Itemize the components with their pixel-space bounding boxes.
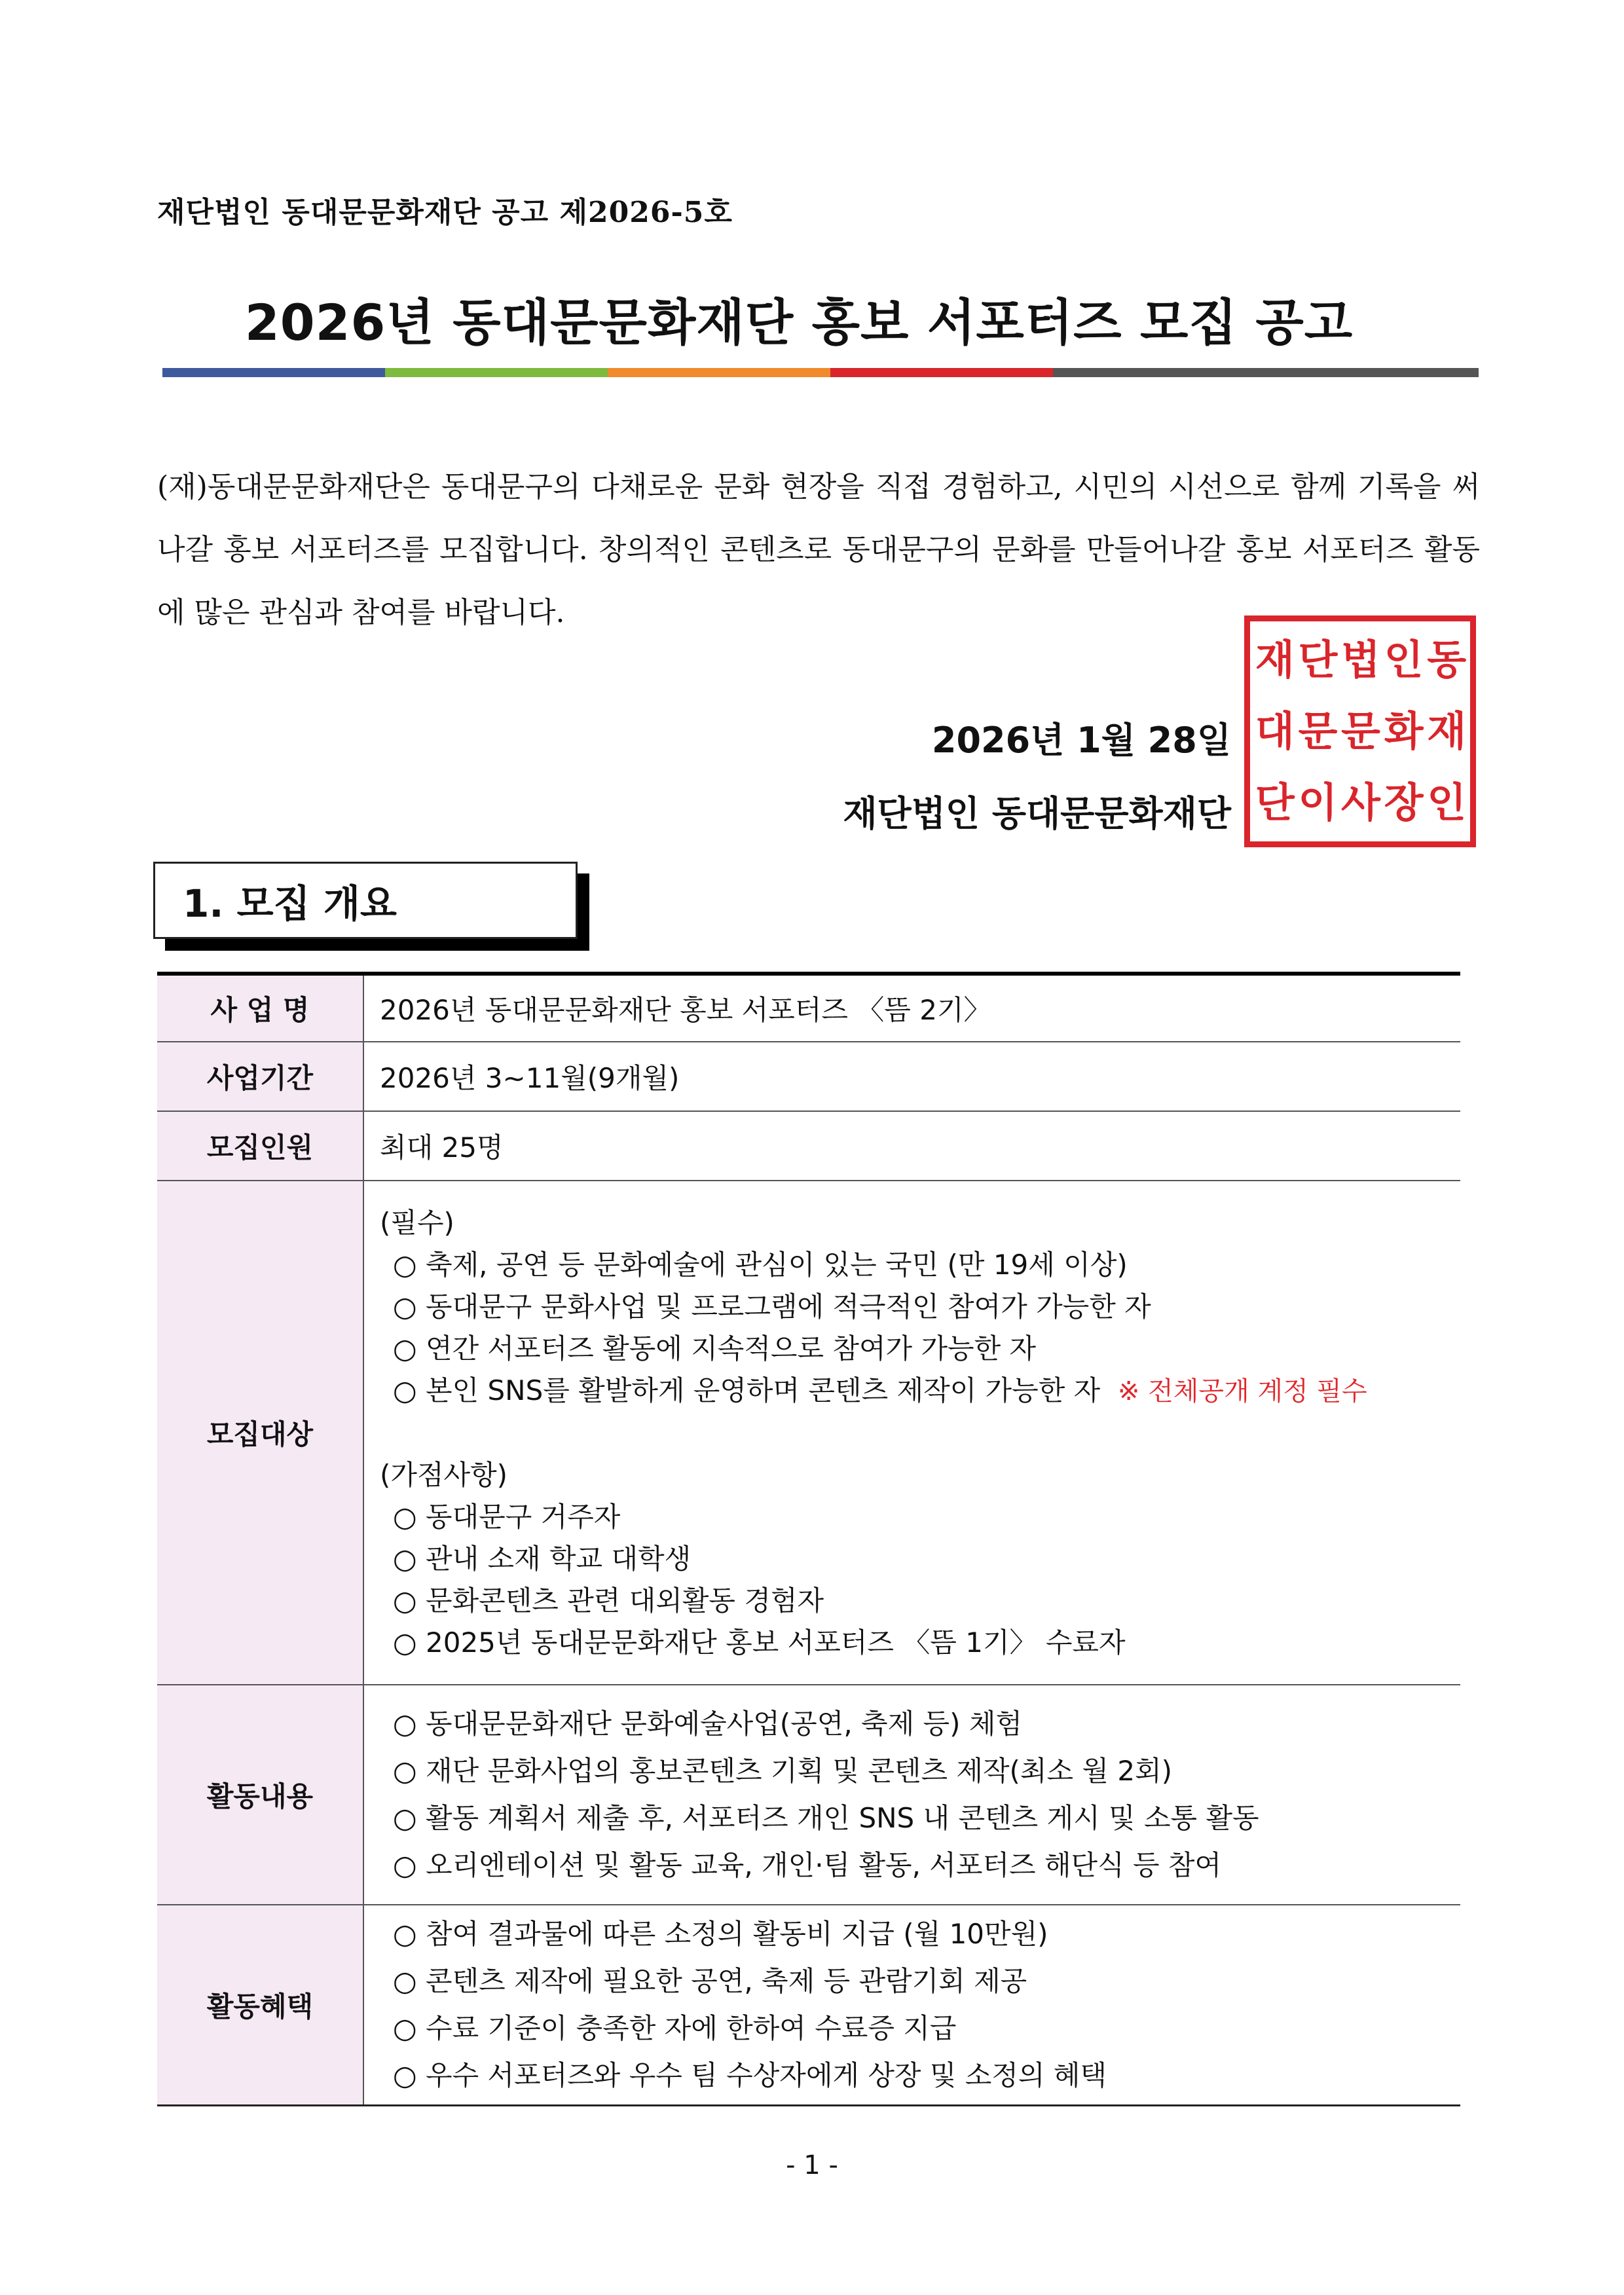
- table-row: [157, 1905, 1460, 2105]
- list-item-text: ○ 본인 SNS를 활발하게 운영하며 콘텐츠 제작이 가능한 자: [393, 1374, 1101, 1406]
- seal-character: 문: [1341, 707, 1379, 755]
- table-row: [157, 974, 1460, 1042]
- row-label: 모집인원: [157, 1111, 363, 1181]
- title-color-bar: [162, 368, 1479, 377]
- seal-character: 문: [1298, 707, 1337, 755]
- list-item: ○ 참여 결과물에 따른 소정의 활동비 지급 (월 10만원): [393, 1917, 1048, 1950]
- list-item: ○ 재단 문화사업의 홍보콘텐츠 기획 및 콘텐츠 제작(최소 월 2회): [393, 1755, 1173, 1787]
- table-row: [157, 1685, 1460, 1905]
- seal-character: 동: [1427, 635, 1466, 684]
- seal-character: 장: [1384, 779, 1422, 827]
- page-title: 2026년 동대문문화재단 홍보 서포터즈 모집 공고: [244, 293, 1354, 352]
- row-label: 활동혜택: [157, 1905, 363, 2105]
- row-value: 최대 25명: [380, 1131, 504, 1164]
- required-title: (필수): [380, 1206, 454, 1239]
- seal-character: 대: [1255, 707, 1293, 755]
- color-bar-gray: [1053, 368, 1479, 377]
- seal-character: 단: [1298, 635, 1337, 684]
- list-item: ○ 콘텐츠 제작에 필요한 공연, 축제 등 관람기회 제공: [393, 1964, 1027, 1997]
- benefits-cell: [363, 1905, 1460, 2105]
- row-label: 사업기간: [157, 1042, 363, 1111]
- color-bar-blue: [162, 368, 385, 377]
- seal-character: 이: [1298, 779, 1337, 827]
- color-bar-red: [830, 368, 1053, 377]
- color-bar-green: [385, 368, 608, 377]
- notice-number: 재단법인 동대문문화재단 공고 제2026-5호: [157, 196, 733, 229]
- row-value: 2026년 동대문문화재단 홍보 서포터즈 〈뜸 2기〉: [380, 994, 991, 1026]
- list-item-with-note: [380, 1370, 1460, 1412]
- row-label: 모집대상: [157, 1181, 363, 1685]
- list-item: ○ 활동 계획서 제출 후, 서포터즈 개인 SNS 내 콘텐츠 게시 및 소통 활동: [393, 1802, 1259, 1834]
- announcement-date: 2026년 1월 28일: [931, 720, 1231, 761]
- intro-paragraph: (재)동대문문화재단은 동대문구의 다채로운 문화 현장을 직접 경험하고, 시민의 시선으로 함께 기록을 써나갈 홍보 서포터즈를 모집합니다. 창의적인 콘텐츠로 동대문구의 문화를 만들어나갈 홍보 서포터즈 활동에 많은 관심과 참여를 바랍니다.: [157, 470, 1480, 629]
- seal-character: 사: [1341, 779, 1379, 827]
- seal-character: 단: [1255, 779, 1293, 827]
- list-item: ○ 문화콘텐츠 관련 대외활동 경험자: [393, 1584, 824, 1617]
- overview-table: [157, 972, 1460, 2106]
- row-label: 활동내용: [157, 1685, 363, 1905]
- section-heading: 1. 모집 개요: [183, 881, 397, 926]
- page-number: - 1 -: [786, 2150, 838, 2180]
- bonus-title: (가점사항): [380, 1458, 508, 1491]
- official-seal: [1244, 615, 1476, 847]
- color-bar-orange: [608, 368, 830, 377]
- list-item: ○ 2025년 동대문문화재단 홍보 서포터즈 〈뜸 1기〉 수료자: [393, 1626, 1126, 1659]
- table-row: [157, 1111, 1460, 1181]
- list-item: ○ 우수 서포터즈와 우수 팀 수상자에게 상장 및 소정의 혜택: [393, 2059, 1107, 2091]
- table-row: [157, 1181, 1460, 1685]
- spacer: [380, 1412, 1460, 1454]
- table-row: [157, 1042, 1460, 1111]
- list-item: ○ 축제, 공연 등 문화예술에 관심이 있는 국민 (만 19세 이상): [393, 1248, 1128, 1281]
- required-note: ※ 전체공개 계정 필수: [1117, 1376, 1367, 1406]
- row-label: 사 업 명: [157, 974, 363, 1042]
- seal-character: 인: [1427, 779, 1466, 827]
- list-item: ○ 연간 서포터즈 활동에 지속적으로 참여가 가능한 자: [393, 1332, 1037, 1365]
- list-item: ○ 관내 소재 학교 대학생: [393, 1542, 692, 1575]
- section-heading-box: [153, 862, 578, 939]
- row-value: 2026년 3~11월(9개월): [380, 1062, 680, 1094]
- activities-cell: [363, 1685, 1460, 1905]
- list-item: ○ 동대문구 문화사업 및 프로그램에 적극적인 참여가 가능한 자: [393, 1290, 1151, 1323]
- seal-character: 재: [1427, 707, 1466, 755]
- seal-character: 법: [1341, 635, 1379, 684]
- list-item: ○ 동대문구 거주자: [393, 1500, 621, 1533]
- seal-character: 인: [1384, 635, 1422, 684]
- list-item: ○ 오리엔테이션 및 활동 교육, 개인·팀 활동, 서포터즈 해단식 등 참여: [393, 1849, 1222, 1881]
- list-item: ○ 동대문문화재단 문화예술사업(공연, 축제 등) 체험: [393, 1708, 1022, 1740]
- target-cell: [363, 1181, 1460, 1685]
- seal-character: 화: [1384, 707, 1422, 755]
- list-item: ○ 수료 기준이 충족한 자에 한하여 수료증 지급: [393, 2011, 957, 2044]
- seal-character: 재: [1255, 635, 1293, 684]
- organization-name: 재단법인 동대문문화재단: [843, 793, 1231, 834]
